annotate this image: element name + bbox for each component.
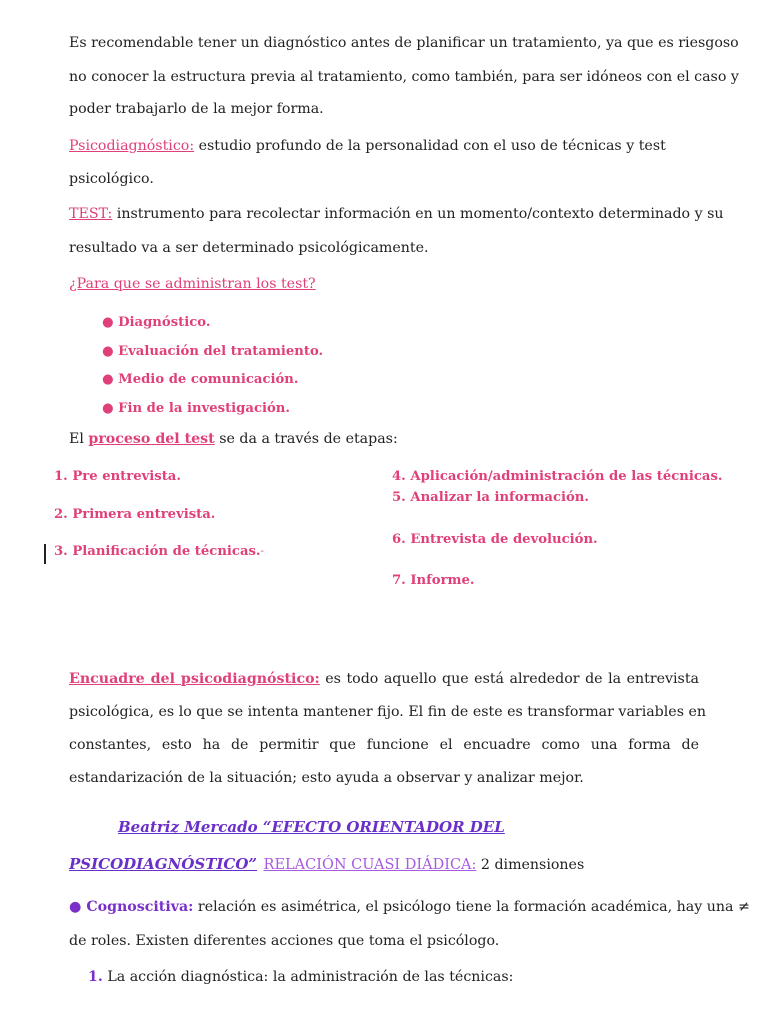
relacion-heading: RELACIÓN CUASI DIÁDICA: bbox=[263, 857, 477, 873]
step-item: 4. Aplicación/administración de las técnicas. bbox=[392, 469, 723, 484]
psicodiagnostico-term: Psicodiagnóstico: bbox=[69, 138, 195, 154]
test-def-1: instrumento para recolectar información en un momento/contexto determinado y su bbox=[112, 206, 724, 222]
proceso-term: proceso del test bbox=[88, 431, 215, 447]
bullet-item: ● Medio de comunicación. bbox=[102, 372, 299, 387]
encuadre-line-4: estandarización de la situación; esto ayuda a observar y analizar mejor. bbox=[69, 770, 584, 786]
intro-line-1: Es recomendable tener un diagnóstico antes de planificar un tratamiento, ya que es riesgoso bbox=[69, 35, 739, 51]
encuadre-text-1: es todo aquello que está alrededor de la entrevista bbox=[319, 671, 699, 687]
step-item: 7. Informe. bbox=[392, 573, 475, 588]
cognoscitiva-line-1 bbox=[69, 899, 750, 915]
intro-line-2: no conocer la estructura previa al tratamiento, como también, para ser idóneos con el caso y bbox=[69, 69, 739, 85]
step-item: 6. Entrevista de devolución. bbox=[392, 532, 598, 547]
psicodiagnostico-definition bbox=[69, 138, 666, 154]
mercado-title-1: Beatriz Mercado “EFECTO ORIENTADOR DEL bbox=[118, 818, 505, 836]
step-item: 2. Primera entrevista. bbox=[54, 507, 216, 522]
test-term: TEST: bbox=[69, 206, 113, 222]
proceso-intro bbox=[69, 431, 398, 447]
accion-text: La acción diagnóstica: la administración de las técnicas: bbox=[102, 969, 514, 985]
step-text: 3. Planificación de técnicas. bbox=[54, 544, 261, 559]
step-trailing-mark: - bbox=[260, 546, 264, 557]
bullet-item: ● Fin de la investigación. bbox=[102, 401, 290, 416]
encuadre-line-2: psicológica, es lo que se intenta mantener fijo. El fin de este es transformar variables en bbox=[69, 704, 707, 720]
step-item: 1. Pre entrevista. bbox=[54, 469, 181, 484]
psicodiagnostico-def-2: psicológico. bbox=[69, 171, 154, 187]
encuadre-term: Encuadre del psicodiagnóstico: bbox=[69, 671, 320, 687]
proceso-post: se da a través de etapas: bbox=[214, 431, 398, 447]
mercado-title-2: PSICODIAGNÓSTICO” bbox=[69, 855, 258, 873]
intro-line-3: poder trabajarlo de la mejor forma. bbox=[69, 101, 324, 117]
accion-number: 1. bbox=[88, 969, 103, 985]
proceso-pre: El bbox=[69, 431, 89, 447]
cognoscitiva-def-1: relación es asimétrica, el psicólogo tiene la formación académica, hay una ≠ bbox=[193, 899, 750, 915]
test-definition bbox=[69, 206, 724, 222]
text-cursor bbox=[44, 544, 46, 564]
cognoscitiva-def-2: de roles. Existen diferentes acciones que toma el psicólogo. bbox=[69, 933, 500, 949]
step-item bbox=[54, 544, 264, 559]
question-heading: ¿Para que se administran los test? bbox=[69, 276, 316, 292]
bullet-item: ● Evaluación del tratamiento. bbox=[102, 344, 324, 359]
cognoscitiva-term: ● Cognoscitiva: bbox=[69, 899, 194, 915]
psicodiagnostico-def-1: estudio profundo de la personalidad con el uso de técnicas y test bbox=[194, 138, 666, 154]
relacion-dims: 2 dimensiones bbox=[476, 857, 585, 873]
test-def-2: resultado va a ser determinado psicológicamente. bbox=[69, 240, 429, 256]
encuadre-line-1 bbox=[69, 671, 699, 687]
encuadre-line-3: constantes, esto ha de permitir que funcione el encuadre como una forma de bbox=[69, 737, 699, 753]
mercado-title-2-line bbox=[69, 855, 584, 873]
step-item: 5. Analizar la información. bbox=[392, 490, 589, 505]
bullet-item: ● Diagnóstico. bbox=[102, 315, 211, 330]
accion-item bbox=[88, 969, 513, 985]
